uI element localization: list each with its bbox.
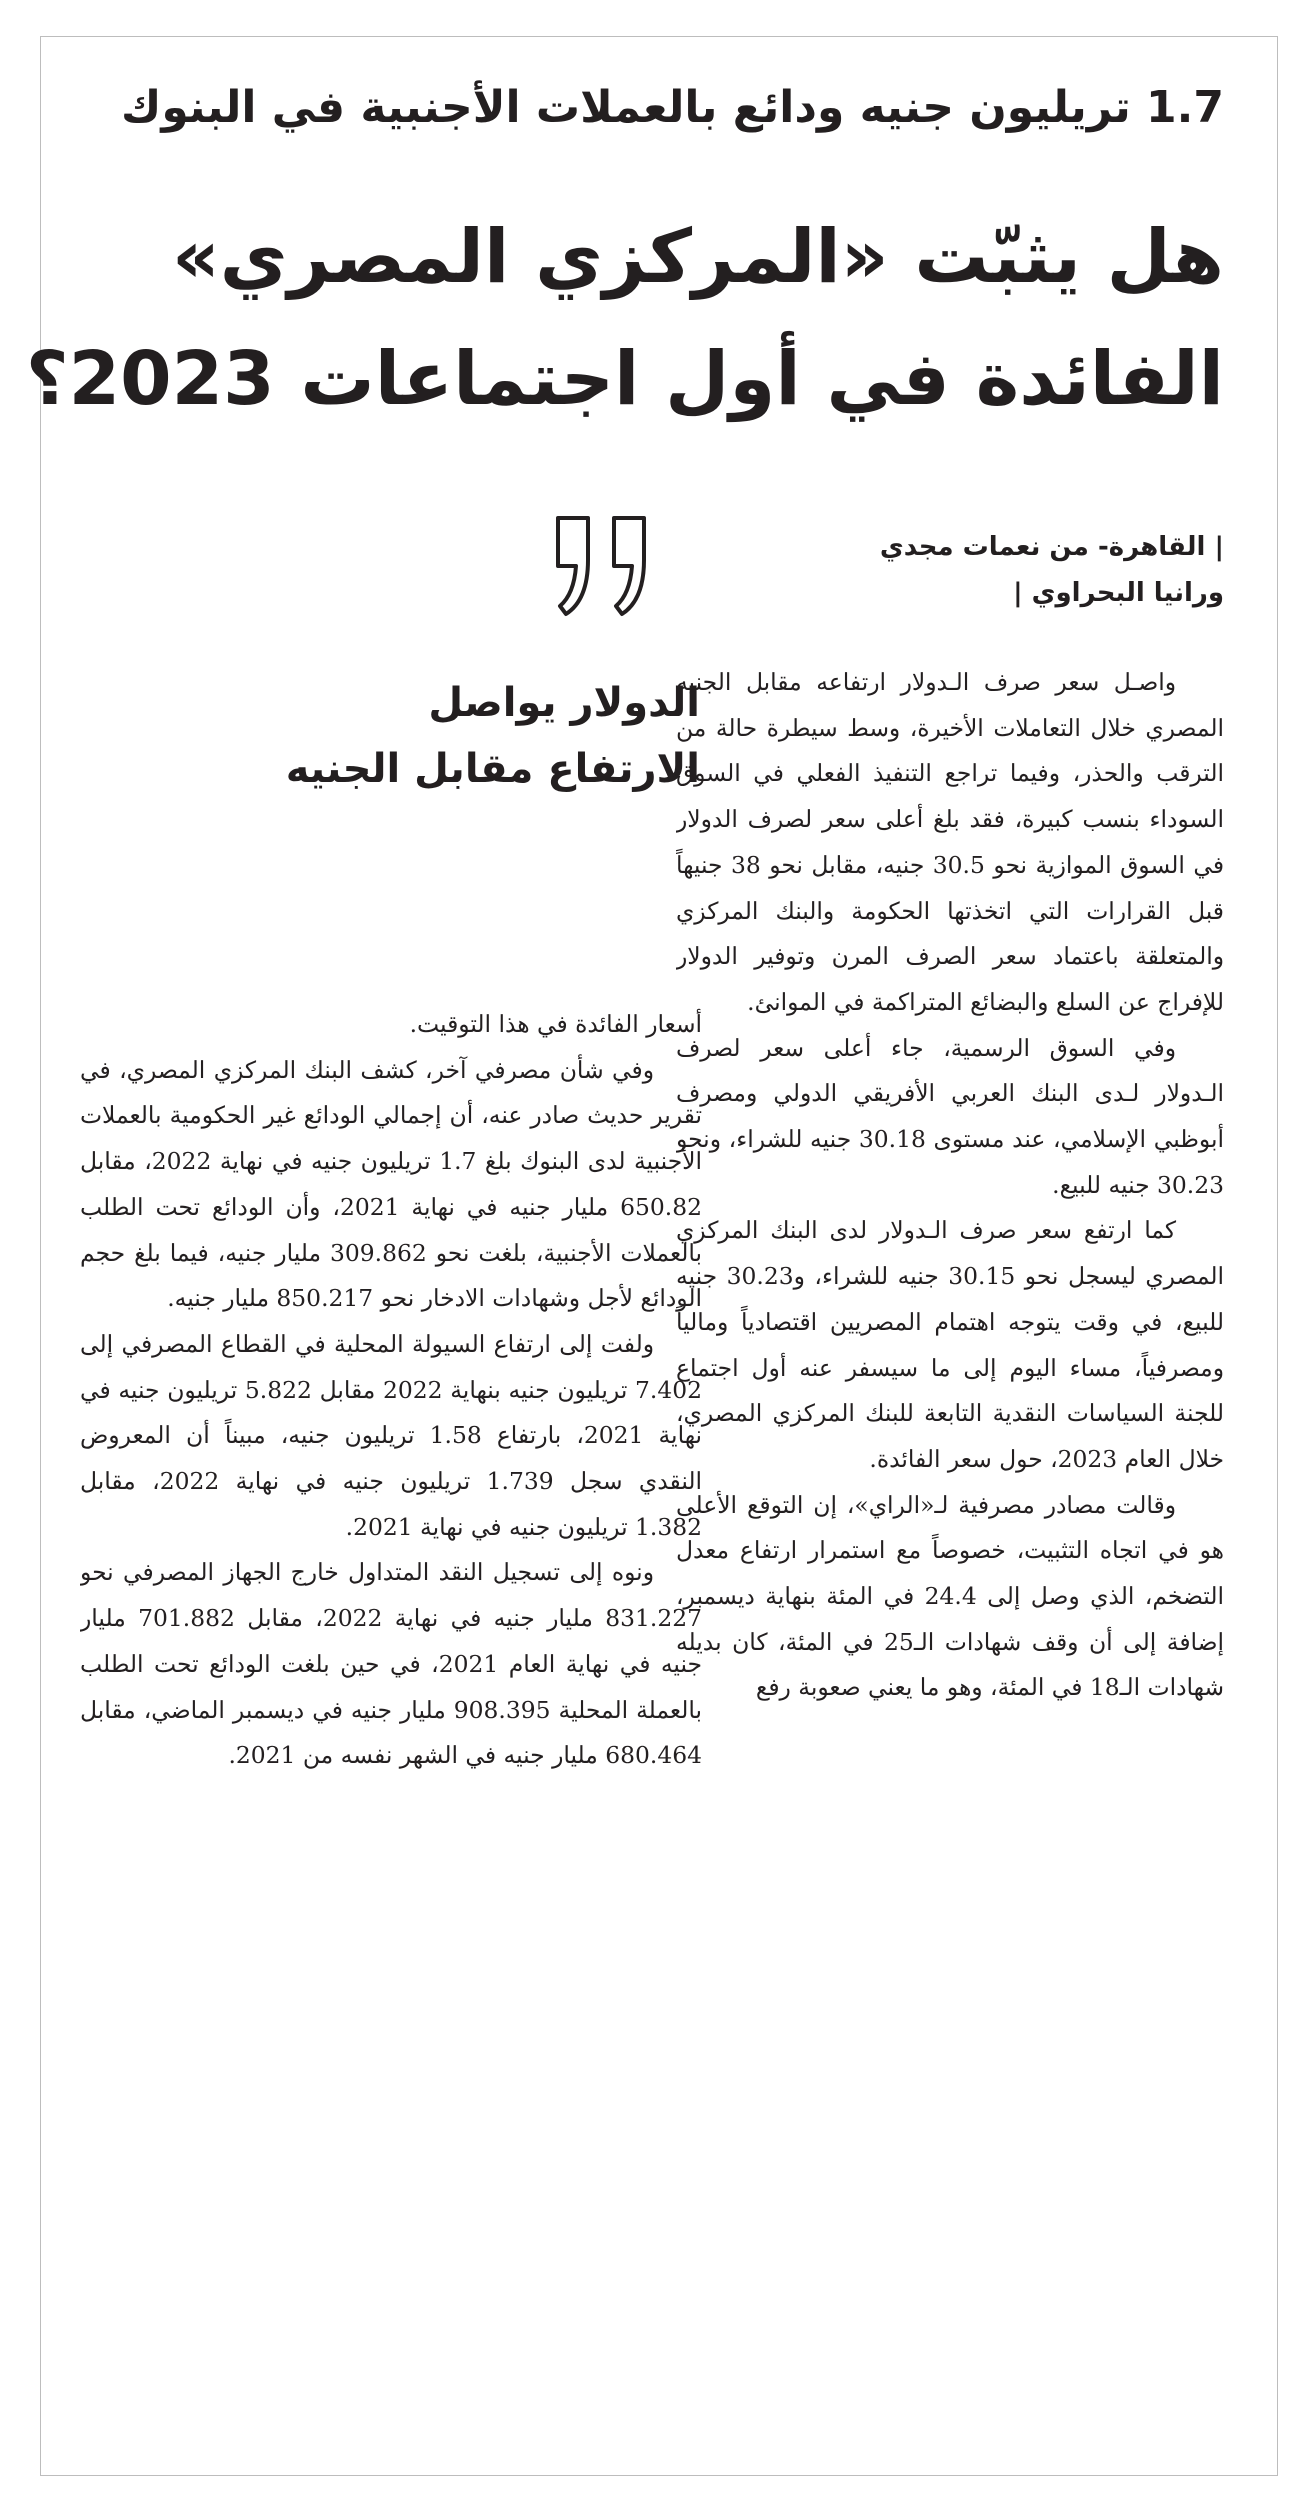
paragraph: أسعار الفائدة في هذا التوقيت. xyxy=(409,1010,702,1038)
quote-marks-icon xyxy=(540,510,680,620)
paragraph: واصـل سعر صرف الـدولار ارتفاعه مقابل الجنيه المصري خلال التعاملات الأخيرة، وسط سيطرة حالة من الترقب والحذر، وفيما تراجع التنفيذ الفعلي في السوق السوداء بنسب كبيرة، فقد بلغ أعلى سعر لصرف الدولار في السوق الموازية نحو 30.5 جنيه، مقابل نحو 38 جنيهاً قبل القرارات التي اتخذتها الحكومة والبنك المركزي والمتعلقة باعتماد سعر الصرف المرن وتوفير الدولار للإفراج عن السلع والبضائع المتراكمة في الموانئ. xyxy=(676,668,1224,1016)
pull-quote-line-1: الدولار يواصل xyxy=(428,680,700,726)
byline-line-2: ورانيا البحراوي | xyxy=(1013,578,1224,608)
paragraph: وفي السوق الرسمية، جاء أعلى سعر لصرف الـدولار لـدى البنك العربي الأفريقي الدولي ومصرف أبوظبي الإسلامي، عند مستوى 30.18 جنيه للشراء، ونحو 30.23 جنيه للبيع. xyxy=(676,1033,1224,1199)
paragraph: ولفت إلى ارتفاع السيولة المحلية في القطاع المصرفي إلى 7.402 تريليون جنيه بنهاية 2022 مقابل 5.822 تريليون جنيه في نهاية 2021، بارتفاع 1.58 تريليون جنيه، مبيناً أن المعروض النقدي سجل 1.739 تريليون جنيه في نهاية 2022، مقابل 1.382 تريليون جنيه في نهاية 2021. xyxy=(80,1329,702,1541)
article-byline xyxy=(704,524,1224,616)
headline-line-1: هل يثبّت «المركزي المصري» xyxy=(171,214,1224,300)
paragraph: كما ارتفع سعر صرف الـدولار لدى البنك المركزي المصري ليسجل نحو 30.15 جنيه للشراء، و30.23 جنيه للبيع، في وقت يتوجه اهتمام المصريين اقتصادياً ومالياً ومصرفياً، مساء اليوم إلى ما سيسفر عنه أول اجتماع للجنة السياسات النقدية التابعة للبنك المركزي المصري، خلال العام 2023، حول سعر الفائدة. xyxy=(676,1216,1224,1473)
headline-line-2: الفائدة في أول اجتماعات 2023؟ xyxy=(25,336,1224,422)
byline-line-1: | القاهرة- من نعمات مجدي xyxy=(879,532,1224,562)
paragraph: وقالت مصادر مصرفية لـ«الراي»، إن التوقع الأعلى هو في اتجاه التثبيت، خصوصاً مع استمرار ارتفاع معدل التضخم، الذي وصل إلى 24.4 في المئة بنهاية ديسمبر، إضافة إلى أن وقف شهادات الـ25 في المئة، كان بديله شهادات الـ18 في المئة، وهو ما يعني صعوبة رفع xyxy=(676,1490,1224,1702)
pull-quote xyxy=(270,670,700,802)
paragraph: وفي شأن مصرفي آخر، كشف البنك المركزي المصري، في تقرير حديث صادر عنه، أن إجمالي الودائع غير الحكومية بالعملات الأجنبية لدى البنوك بلغ 1.7 تريليون جنيه في نهاية 2022، مقابل 650.82 مليار جنيه في نهاية 2021، وأن الودائع تحت الطلب بالعملات الأجنبية، بلغت نحو 309.862 مليار جنيه، فيما بلغ حجم الودائع لأجل وشهادات الادخار نحو 850.217 مليار جنيه. xyxy=(80,1055,702,1313)
paragraph: ونوه إلى تسجيل النقد المتداول خارج الجهاز المصرفي نحو 831.227 مليار جنيه في نهاية 2022، مقابل 701.882 مليار جنيه في نهاية العام 2021، في حين بلغت الودائع تحت الطلب بالعملة المحلية 908.395 مليار جنيه في ديسمبر الماضي، مقابل 680.464 مليار جنيه في الشهر نفسه من 2021. xyxy=(80,1558,702,1770)
article-column-right xyxy=(676,660,1224,2380)
pull-quote-line-2: الارتفاع مقابل الجنيه xyxy=(285,746,700,792)
article-column-left xyxy=(80,1002,702,2372)
article-headline xyxy=(25,196,1224,440)
article-kicker: 1.7 تريليون جنيه ودائع بالعملات الأجنبية في البنوك xyxy=(121,82,1224,133)
